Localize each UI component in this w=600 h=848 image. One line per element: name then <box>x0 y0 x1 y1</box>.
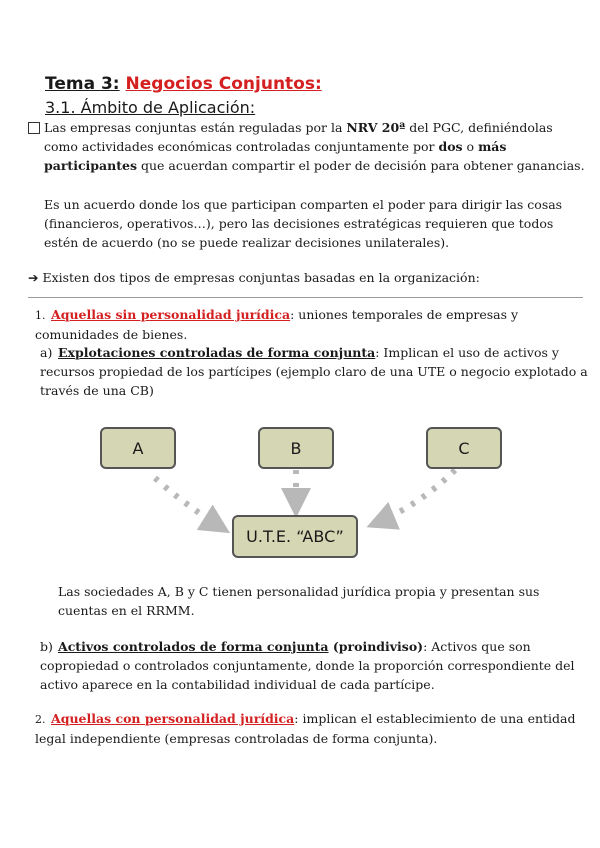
arrow-a-to-ute <box>155 478 225 530</box>
sub-item-a-title: Explotaciones controladas de forma conjunta <box>58 345 376 360</box>
types-intro-line: ➔ Existen dos tipos de empresas conjuntas basadas en la organización: <box>28 270 480 285</box>
ute-box: U.T.E. “ABC” <box>232 515 358 558</box>
sub-item-label: b) <box>40 639 53 654</box>
arrow-c-to-ute <box>372 470 455 525</box>
sub-item-b-title: Activos controlados de forma conjunta <box>58 639 329 654</box>
entity-box-c: C <box>426 427 502 469</box>
sub-item-b: b) Activos controlados de forma conjunta (proindiviso): Activos que son copropiedad o controlados conjuntamente, donde la proporción correspondiente del activo aparece en la contabilidad individual de cada partícipe. <box>40 639 575 692</box>
list-item-2: 2. Aquellas con personalidad jurídica: implican el establecimiento de una entidad legal independiente (empresas controladas de forma conjunta). <box>35 711 576 746</box>
diagram-note: Las sociedades A, B y C tienen personalidad jurídica propia y presentan sus cuentas en el RRMM. <box>58 584 540 618</box>
title-prefix: Tema 3: <box>45 74 120 94</box>
intro-paragraph-1: Las empresas conjuntas están reguladas por la NRV 20ª del PGC, definiéndolas como actividades económicas controladas conjuntamente por dos o más participantes que acuerdan compartir el poder de decisión para obtener ganancias. <box>44 120 585 173</box>
item-1-title: Aquellas sin personalidad jurídica <box>51 307 291 322</box>
item-number: 1. <box>35 309 46 322</box>
item-number: 2. <box>35 713 46 726</box>
sub-item-a: a) Explotaciones controladas de forma conjunta: Implican el uso de activos y recursos propiedad de los partícipes (ejemplo claro de una UTE o negocio explotado a través de una CB) <box>40 345 588 398</box>
title-topic: Negocios Conjuntos: <box>125 74 322 94</box>
intro-paragraph-2: Es un acuerdo donde los que participan comparten el poder para dirigir las cosas (financieros, operativos…), pero las decisiones estratégicas requieren que todos estén de acuerdo (no se puede realizar decisiones unilaterales). <box>44 197 563 250</box>
item-2-title: Aquellas con personalidad jurídica <box>51 711 295 726</box>
sub-item-label: a) <box>40 345 53 360</box>
entity-box-a: A <box>100 427 176 469</box>
subtitle-text: 3.1. Ámbito de Aplicación: <box>45 98 256 117</box>
entity-box-b: B <box>258 427 334 469</box>
list-item-1: 1. Aquellas sin personalidad jurídica: uniones temporales de empresas y comunidades de bienes. <box>35 307 519 342</box>
